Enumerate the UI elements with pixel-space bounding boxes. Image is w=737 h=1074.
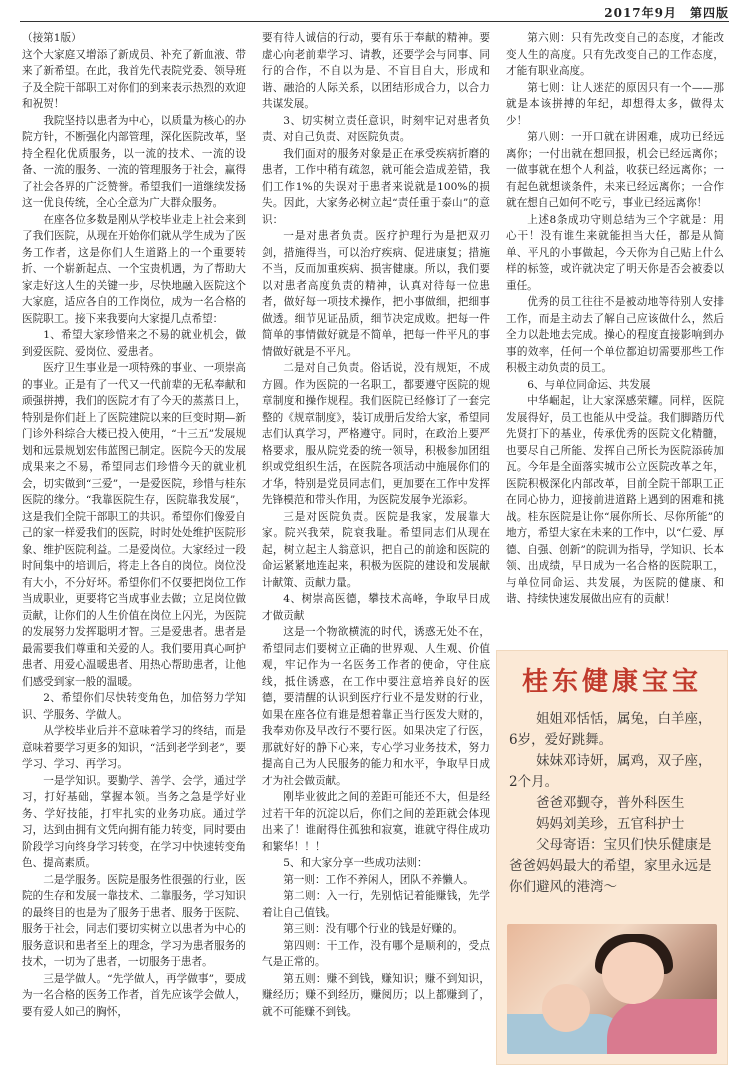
paragraph: 上述8条成功守则总结为三个字就是：用心干！没有谁生来就能担当大任，都是从简单、平凡的小事做起，今天你为自己贴上什么样的标签，或许就决定了明天你是否会被委以重任。 (506, 213, 724, 292)
paragraph: 1、希望大家珍惜来之不易的就业机会，做到爱医院、爱岗位、爱患者。 (22, 329, 246, 358)
paragraph: 在座各位多数是刚从学校毕业走上社会来到了我们医院，从现在开始你们就从学生成为了医务工作者，这是你们人生道路上的一个重要转折、一个崭新起点、一个宝贵机遇，为了帮助大家走好这人生的关键一步，尽快地融入医院这个大家庭，适应各自的工作岗位，成为一名合格的医院职工。接下来我要向大家提几点希望： (22, 213, 246, 325)
paragraph: 6、与单位同命运、共发展 (527, 378, 651, 391)
paragraph: 这个大家庭又增添了新成员、补充了新血液、带来了新希望。在此，我首先代表院党委、领导班子及全院干部职工对你们的到来表示热烈的欢迎和祝贺！ (22, 48, 246, 110)
healthy-baby-box (496, 650, 728, 1065)
issue-date: 2017年9月 第四版 (604, 6, 729, 20)
paragraph: 这是一个物欲横流的时代，诱惑无处不在，希望同志们要树立正确的世界观、人生观、价值观，牢记作为一名医务工作者的使命，守住底线，抵住诱惑，在工作中要注意培养良好的医德，要清醒的认识到医疗行业不是发财的行业，如果在座各位有谁是想着靠正当行医发大财的，我奉劝你及早改行不要行医。如果决定了行医，那就好好的静下心来，专心学习业务技术，努力提高自己为人民服务的能力和水平，争取早日成才为社会做贡献。 (262, 626, 490, 787)
paragraph: 第三则：没有哪个行业的钱是好赚的。 (283, 923, 464, 935)
article-column-1 (22, 30, 246, 1020)
paragraph: 中华崛起，让大家深感荣耀。同样，医院发展得好，员工也能从中受益。我们脚踏历代先贤打下的基业，传承优秀的医院文化精髓，也要尽自己所能、发挥自己所长为医院添砖加瓦。今年是全面落实城市公立医院改革之年，医院积极深化内部改革，目前全院干部职工正在同心协力，迎接前进道路上遇到的困难和挑战。桂东医院是让你“展你所长、尽你所能”的地方，希望大家在未来的工作中，以“仁爱、厚德、自强、创新”的院训为指导，学知识、长本领、出成绩，早日成为一名合格的医院职工，与单位同命运、共发展，为医院的健康、和谐、持续快速发展做出应有的贡献！ (506, 395, 724, 605)
paragraph: 三是对医院负责。医院是我家，发展靠大家。院兴我荣，院衰我耻。希望同志们从现在起，树立起主人翁意识，把自己的前途和医院的命运紧紧地连起来，积极为医院的建设和发展献计献策、贡献力量。 (262, 510, 490, 589)
paragraph: 5、和大家分享一些成功法则： (283, 857, 428, 869)
article-column-2 (262, 30, 490, 1020)
baby-line: 爸爸邓觐夺，普外科医生 (536, 795, 685, 811)
baby-line: 妈妈刘美珍，五官科护士 (536, 816, 685, 832)
paragraph: 一是对患者负责。医疗护理行为是把双刃剑，措施得当，可以治疗疾病、促进康复；措施不当，反而加重疾病、损害健康。所以，我们要以对患者高度负责的精神，认真对待每一位患者，做好每一项技术操作，把小事做细，把细事做透。细节见证品质，细节决定成败。把每一件简单的事情做好就是不简单，把每一件平凡的事情做好就是不平凡。 (262, 230, 490, 358)
paragraph: 一是学知识。要勤学、善学、会学，通过学习，打好基础，掌握本领。当务之急是学好业务、学好技能，打牢扎实的业务功底。通过学习，达到由拥有文凭向拥有能力转变，同时要由阶段学习向终身学习转变，在学习中快速转变角色、提高素质。 (22, 774, 246, 869)
paragraph: 医疗卫生事业是一项特殊的事业、一项崇高的事业。正是有了一代又一代前辈的无私奉献和顽强拼搏，我们的医院才有了今天的蒸蒸日上，特别是你们赶上了医院建院以来的巨变时期—新门诊外科综合大楼已投入使用，“十三五”发展规划和远景规划宏伟蓝图已制定。医院今天的发展成果来之不易，希望同志们珍惜今天的就业机会，切实做到“三爱”，一是爱医院，珍惜与桂东医院的缘分。“我靠医院生存，医院靠我发展”，这是我们全院干部职工的共识。希望你们像爱自己的家一样爱我们的医院，时时处处维护医院形象、维护医院利益。二是爱岗位。大家经过一段时间集中的培训后，将走上各自的岗位。岗位没有大小，不分好坏。希望你们不仅要把岗位工作当成职业，更要将它当成事业去做；立足岗位做贡献，让你们的人生价值在岗位上闪光，为医院的发展努力发挥聪明才智。三是爱患者。患者是最需要我们尊重和关爱的人。我们要用真心呵护患者、用爱心温暖患者、用热心帮助患者，让他们感受到家一般的温暖。 (22, 362, 246, 688)
article-column-3 (506, 30, 724, 608)
paragraph: 二是学服务。医院是服务性很强的行业，医院的生存和发展一靠技术、二靠服务，学习知识的最终目的也是为了服务于患者、服务于医院、服务于社会，同志们要切实树立以患者为中心的服务意识和患者至上的理念，学习为患者服务的技术，一切为了患者，一切服务于患者。 (22, 873, 246, 968)
paragraph: （接第1版） (22, 32, 82, 44)
healthy-baby-text (509, 709, 717, 898)
paragraph: 第五则：赚不到钱，赚知识；赚不到知识，赚经历；赚不到经历，赚阅历；以上都赚到了，就不可能赚不到钱。 (262, 972, 490, 1018)
photo-baby-face (542, 984, 590, 1032)
photo-girl-face (602, 942, 664, 1004)
baby-photo (507, 924, 717, 1054)
paragraph: 三是学做人。“先学做人，再学做事”，要成为一名合格的医务工作者，首先应该学会做人，要有爱人如己的胸怀， (22, 972, 246, 1018)
paragraph: 二是对自己负责。俗话说，没有规矩，不成方圆。作为医院的一名职工，都要遵守医院的规章制度和操作规程。我们医院已经修订了一套完整的《规章制度》，装订成册后发给大家，希望同志们认真学习，严格遵守。同时，在政治上要严格要求，服从院党委的统一领导，积极参加团组织或党组织生活，在医院各项活动中施展你们的才华，特别是党员同志们，更加要在工作中发挥先锋模范和带头作用，为医院发展争光添彩。 (262, 362, 490, 506)
baby-line: 父母寄语：宝贝们快乐健康是爸爸妈妈最大的希望，家里永远是你们避风的港湾～ (509, 837, 712, 895)
paragraph: 第四则：干工作，没有哪个是顺利的，受点气是正常的。 (262, 939, 490, 968)
paragraph: 第二则：入一行，先别惦记着能赚钱，先学着让自己值钱。 (262, 890, 490, 919)
paragraph: 刚毕业彼此之间的差距可能还不大，但是经过若干年的沉淀以后，你们之间的差距就会体现出来了！谁耐得住孤独和寂寞，谁就守得住成功和繁华！！！ (262, 791, 490, 853)
paragraph: 要有待人诚信的行动，要有乐于奉献的精神。要虚心向老前辈学习、请教，还要学会与同事、同行的合作，不自以为是、不盲目自大，形成和谐、融洽的人际关系，以团结形成合力，以合力共谋发展。 (262, 32, 490, 110)
paragraph: 4、树崇高医德，攀技术高峰，争取早日成才做贡献 (262, 593, 490, 622)
baby-line: 妹妹邓诗妍，属鸡，双子座，2个月。 (509, 753, 712, 790)
paragraph: 第六则：只有先改变自己的态度，才能改变人生的高度。只有先改变自己的工作态度，才能有职业高度。 (506, 32, 724, 77)
paragraph: 第七则：让人迷茫的原因只有一个——那就是本该拼搏的年纪，却想得太多，做得太少！ (506, 81, 724, 127)
baby-line: 姐姐邓恬恬，属兔，白羊座，6岁，爱好跳舞。 (509, 711, 712, 748)
paragraph: 3、切实树立责任意识，时刻牢记对患者负责、对自己负责、对医院负责。 (262, 114, 490, 143)
page-header (20, 2, 729, 22)
paragraph: 我院坚持以患者为中心，以质量为核心的办院方针，不断强化内部管理，深化医院改革，坚持全程化优质服务，以一流的技术、一流的设备、一流的服务、一流的管理服务于社会，赢得了社会各界的广泛赞誉。希望我们一道继续发扬这一优良传统，全心全意为广大群众服务。 (22, 114, 246, 209)
paragraph: 从学校毕业后并不意味着学习的终结，而是意味着要学习更多的知识，“活到老学到老”，要学习、学习、再学习。 (22, 725, 246, 770)
paragraph: 优秀的员工往往不是被动地等待别人安排工作，而是主动去了解自己应该做什么，然后全力以赴地去完成。操心的程度直接影响到办事的效率，任何一个单位都迫切需要那些工作积极主动负责的员工。 (506, 296, 724, 374)
photo-cloth (607, 999, 717, 1054)
paragraph: 第八则：一开口就在讲困难，成功已经远离你；一付出就在想回报，机会已经远离你；一做事就在想个人利益，收获已经远离你；一有起色就想谈条件，未来已经远离你；一合作就在想自己如何不吃亏，事业已经远离你！ (506, 131, 724, 209)
paragraph: 2、希望你们尽快转变角色，加倍努力学知识、学服务、学做人。 (22, 692, 246, 721)
paragraph: 我们面对的服务对象是正在承受疾病折磨的患者，工作中稍有疏忽，就可能会造成差错，我们工作1%的失误对于患者来说就是100%的损失。因此，大家务必树立起“责任重于泰山”的意识： (262, 147, 490, 226)
healthy-baby-title: 桂东健康宝宝 (521, 667, 702, 697)
paragraph: 第一则：工作不养闲人，团队不养懒人。 (283, 873, 474, 886)
